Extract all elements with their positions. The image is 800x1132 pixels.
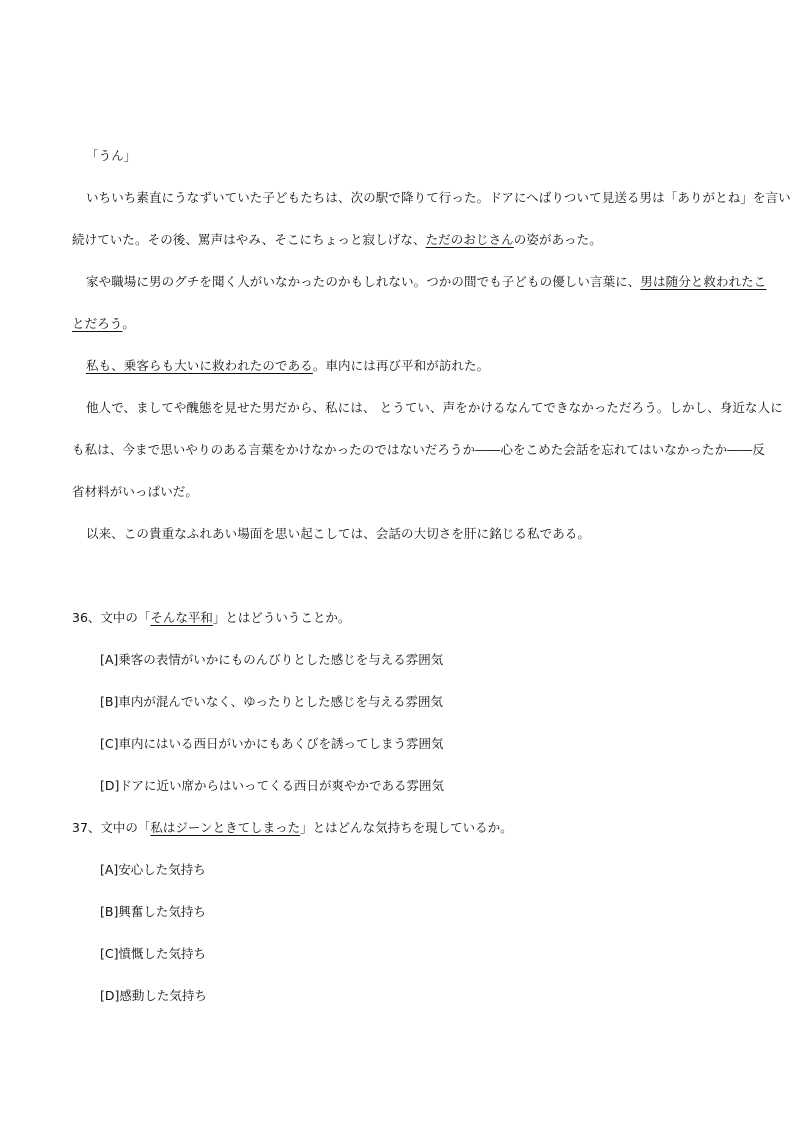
question-suffix: 」とはどういうことか。 (212, 610, 351, 625)
passage-line-5 (72, 314, 135, 334)
q36-option-a: [A]乗客の表情がいかにものんびりとした感じを与える雰囲気 (100, 652, 444, 667)
passage-line-1: 「うん」 (86, 148, 137, 163)
underlined-phrase: 男は随分と救われたこ (640, 274, 767, 289)
passage-text: の姿があった。 (513, 232, 602, 247)
underlined-phrase: とだろう (72, 316, 123, 331)
underlined-phrase: ただのおじさん (425, 232, 514, 247)
question-target: 私はジーンときてしまった (150, 820, 301, 835)
passage-line-9: 省材料がいっぱいだ。 (72, 484, 199, 499)
q37-option-b: [B]興奮した気持ち (100, 904, 206, 919)
passage-text: 。車内には再び平和が訪れた。 (312, 358, 490, 373)
passage-line-4 (86, 272, 766, 292)
question-37 (72, 818, 513, 838)
passage-text: 続けていた。その後、罵声はやみ、そこにちょっと寂しげな、 (72, 232, 426, 247)
question-suffix: 」とはどんな気持ちを現しているか。 (300, 820, 513, 835)
q36-option-c: [C]車内にはいる西日がいかにもあくびを誘ってしまう雰囲気 (100, 736, 444, 751)
passage-line-6 (86, 356, 489, 376)
underlined-phrase: 私も、乗客らも大いに救われたのである (86, 358, 313, 373)
passage-line-8: も私は、今まで思いやりのある言葉をかけなかったのではないだろうか――心をこめた会話を忘れてはいなかったか――反 (72, 442, 766, 457)
q36-option-b: [B]車内が混んでいなく、ゆったりとした感じを与える雰囲気 (100, 694, 443, 709)
passage-line-10: 以来、この貴重なふれあい場面を思い起こしては、会話の大切さを肝に銘じる私である。 (86, 526, 591, 541)
passage-line-3 (72, 230, 602, 250)
question-target: そんな平和 (150, 610, 213, 625)
q36-option-d: [D]ドアに近い席からはいってくる西日が爽やかである雰囲気 (100, 778, 445, 793)
passage-line-7: 他人で、ましてや醜態を見せた男だから、私には、 とうてい、声をかけるなんてできなかっただろう。しかし、身近な人に (86, 400, 783, 415)
q37-option-a: [A]安心した気持ち (100, 862, 206, 877)
question-prefix: 37、文中の「 (72, 820, 151, 835)
q37-option-d: [D]感動した気持ち (100, 988, 207, 1003)
passage-text: 。 (122, 316, 136, 331)
question-36 (72, 608, 350, 628)
passage-line-2: いちいち素直にうなずいていた子どもたちは、次の駅で降りて行った。ドアにへばりついて見送る男は「ありがとね」を言い (86, 190, 791, 205)
passage-text: 家や職場に男のグチを聞く人がいなかったのかもしれない。つかの間でも子どもの優しい言葉に、 (86, 274, 641, 289)
question-prefix: 36、文中の「 (72, 610, 151, 625)
q37-option-c: [C]憤慨した気持ち (100, 946, 206, 961)
